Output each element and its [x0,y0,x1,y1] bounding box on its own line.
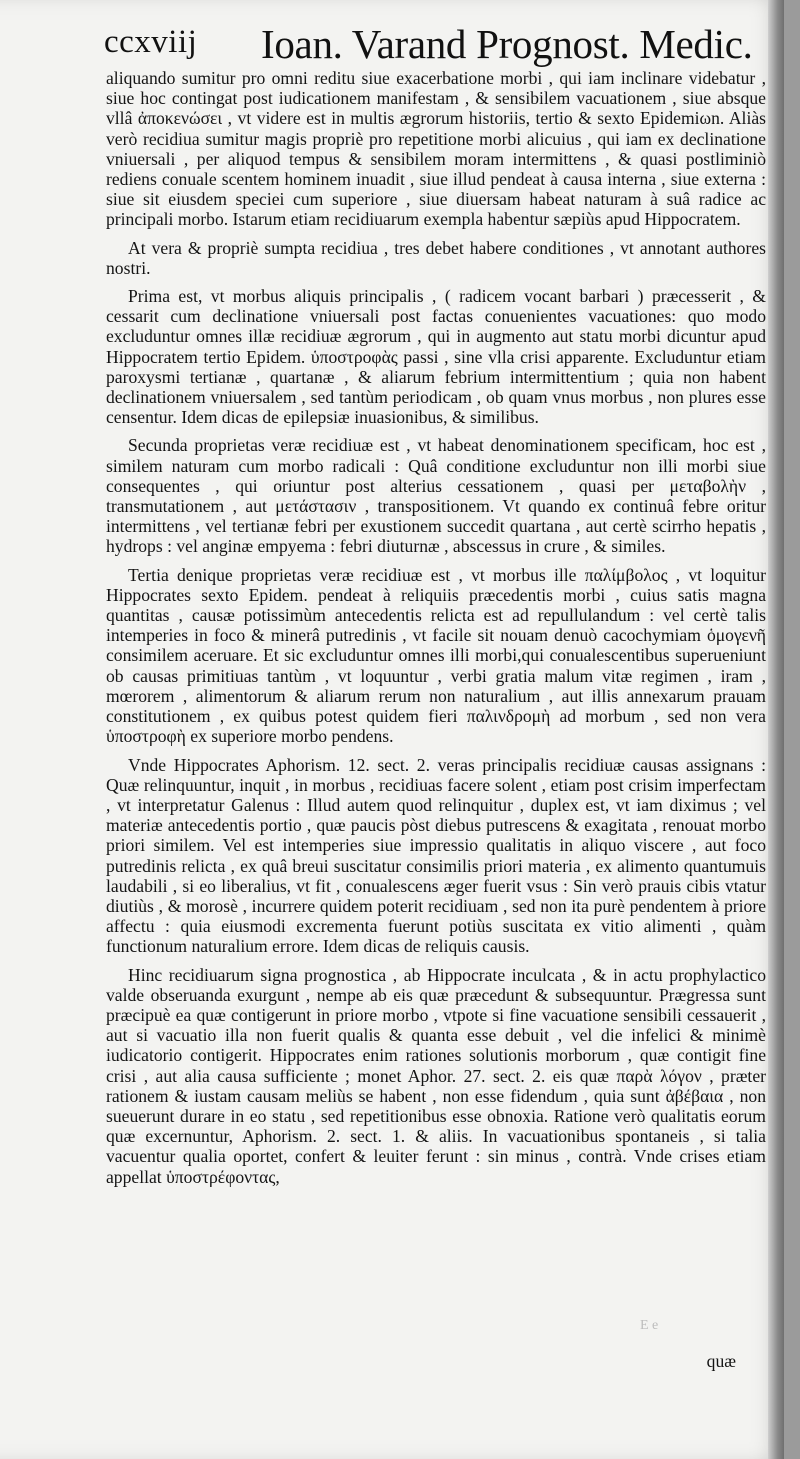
signature-mark: E e [640,1318,659,1333]
paragraph: Vnde Hippocrates Aphorism. 12. sect. 2. veras principalis recidiuæ causas assignans : Quæ relinquuntur, inquit , in morbus , recidiuas facere solent , etiam post crisim imperfectam , vt interpretatur Galenus : Illud autem quod relinquitur , duplex est, vt iam diximus ; vel materiæ antecedentis portio , quæ paucis pòst diebus putrescens & exagitata , renouat morbo priori similem. Vel est intemperies siue impressio qualitatis in aliquo viscere , aut foco putredinis relicta , ex quâ breui suscitatur consimilis priori materia , ex alimento quantumuis laudabili , si eo liberalius, vt fit , conualescens æger fuerit vsus : Sin verò prauis cibis vtatur diutiùs , & morosè , incurrere quidem poterit recidiuam , sed non ita purè pendentem à priore affectu : quia eiusmodi excrementa fuerunt potiùs suscitata ex vitio alimenti , quàm functionum naturalium errore. Idem dicas de reliquis causis. [106,754,766,957]
page-edge-shadow [768,0,784,1459]
folio-number: ccxviij [104,24,198,60]
paragraph: Secunda proprietas veræ recidiuæ est , vt habeat denominationem specificam, hoc est , similem naturam cum morbo radicali : Quâ conditione excluduntur non illi morbi siue consequentes , qui oriuntur post alterius cessationem , quasi per μεταβολὴν , transmutationem , aut μετάστασιν , transpositionem. Vt quando ex continuâ febre oritur intermittens , vel tertianæ febri per exustionem succedit quartana , aut certè scirrho hepatis , hydrops : vel anginæ empyema : febri diuturnæ , abscessus in crure , & similes. [106,435,766,557]
paragraph: Prima est, vt morbus aliquis principalis , ( radicem vocant barbari ) præcesserit , & cessarit cum declinatione vniuersali post factas conuenientes vacuationes: quo modo excluduntur omnes illæ recidiuæ ægrorum , qui in augmento aut statu morbi dicuntur apud Hippocratem tertio Epidem. ὑποστροφὰς passi , sine vlla crisi apparente. Excluduntur etiam paroxysmi tertianæ , quartanæ , & aliarum febrium intermittentium ; quia non habent declinationem vniuersalem , sed tantùm periodicam , ob quam vnus morbus , non plures esse censentur. Idem dicas de epilepsiæ inuasionibus, & similibus. [106,286,766,428]
running-title: Ioan. Varand Prognost. Medic. [261,21,753,67]
text-block [106,68,766,1195]
catchword: quæ [706,1351,736,1371]
page-header [96,14,776,68]
paragraph: aliquando sumitur pro omni reditu siue exacerbatione morbi , qui iam inclinare videbatur , siue hoc contingat post iudicationem manifestam , & sensibilem vacuationem , siue absque vllâ ἀποκενώσει , vt videre est in multis ægrorum historiis, tertio & sexto Epidemiωn. Aliàs verò recidiua sumitur magis propriè pro repetitione morbi alicuius , qui iam ex declinatione vniuersali , per aliquod tempus & sensibilem moram intermittens , & quasi postliminiò rediens conuale scentem hominem inuadit , siue illud pendeat à causa interna , siue externa : siue sit eiusdem speciei cum superiore , siue diuersam habeat naturam à suâ radice ac principali morbo. Istarum etiam recidiuarum exempla habentur sæpiùs apud Hippocratem. [106,68,766,230]
paragraph: Hinc recidiuarum signa prognostica , ab Hippocrate inculcata , & in actu prophylactico valde obseruanda exurgunt , nempe ab eis quæ præcedunt & subsequuntur. Prægressa sunt præcipuè ea quæ contigerunt in priore morbo , vtpote si fine vacuatione sensibili cessauerit , aut si vacuatio illa non fuerit qualis & quanta esse debuit , vel die infelici & minimè iudicatorio contigerit. Hippocrates enim rationes solutionis morborum , quæ contigit fine crisi , aut alia causa sufficiente ; monet Aphor. 27. sect. 2. eis quæ παρὰ λόγον , præter rationem & iustam causam meliùs se habent , non esse fidendum , quia sunt ἀβέβαια , non sueuerunt durare in eo statu , sed repetitionibus esse obnoxia. Ratione verò qualitatis eorum quæ excernuntur, Aphorism. 2. sect. 1. & aliis. In vacuationibus spontaneis , si talia vacuentur qualia oportet, confert & leuiter ferunt : sin minus , contrà. Vnde crises etiam appellat ὑποστρέφοντας, [106,964,766,1187]
paragraph: At vera & propriè sumpta recidiua , tres debet habere conditiones , vt annotant authores nostri. [106,237,766,278]
paragraph: Tertia denique proprietas veræ recidiuæ est , vt morbus ille παλίμβολος , vt loquitur Hippocrates sexto Epidem. pendeat à reliquiis præcedentis morbi , cuius satis magna quantitas , causæ potissimùm antecedentis relicta est ad repullulandum : vel certè talis intemperies in foco & minerâ putredinis , vt facile sit nouam denuò cacochymiam ὁμογενῆ consimilem aceruare. Et sic excluduntur omnes illi morbi,qui conualescentibus superueniunt ob causas primitiuas tantùm , vt loquuntur , verbi gratia malum vitæ regimen , iram , mœrorem , alimentorum & aliarum rerum non naturalium , aut illis annexarum prauam constitutionem , ex quibus potest quidem fieri παλινδρομὴ ad morbum , sed non vera ὑποστροφὴ ex superiore morbo pendens. [106,564,766,747]
